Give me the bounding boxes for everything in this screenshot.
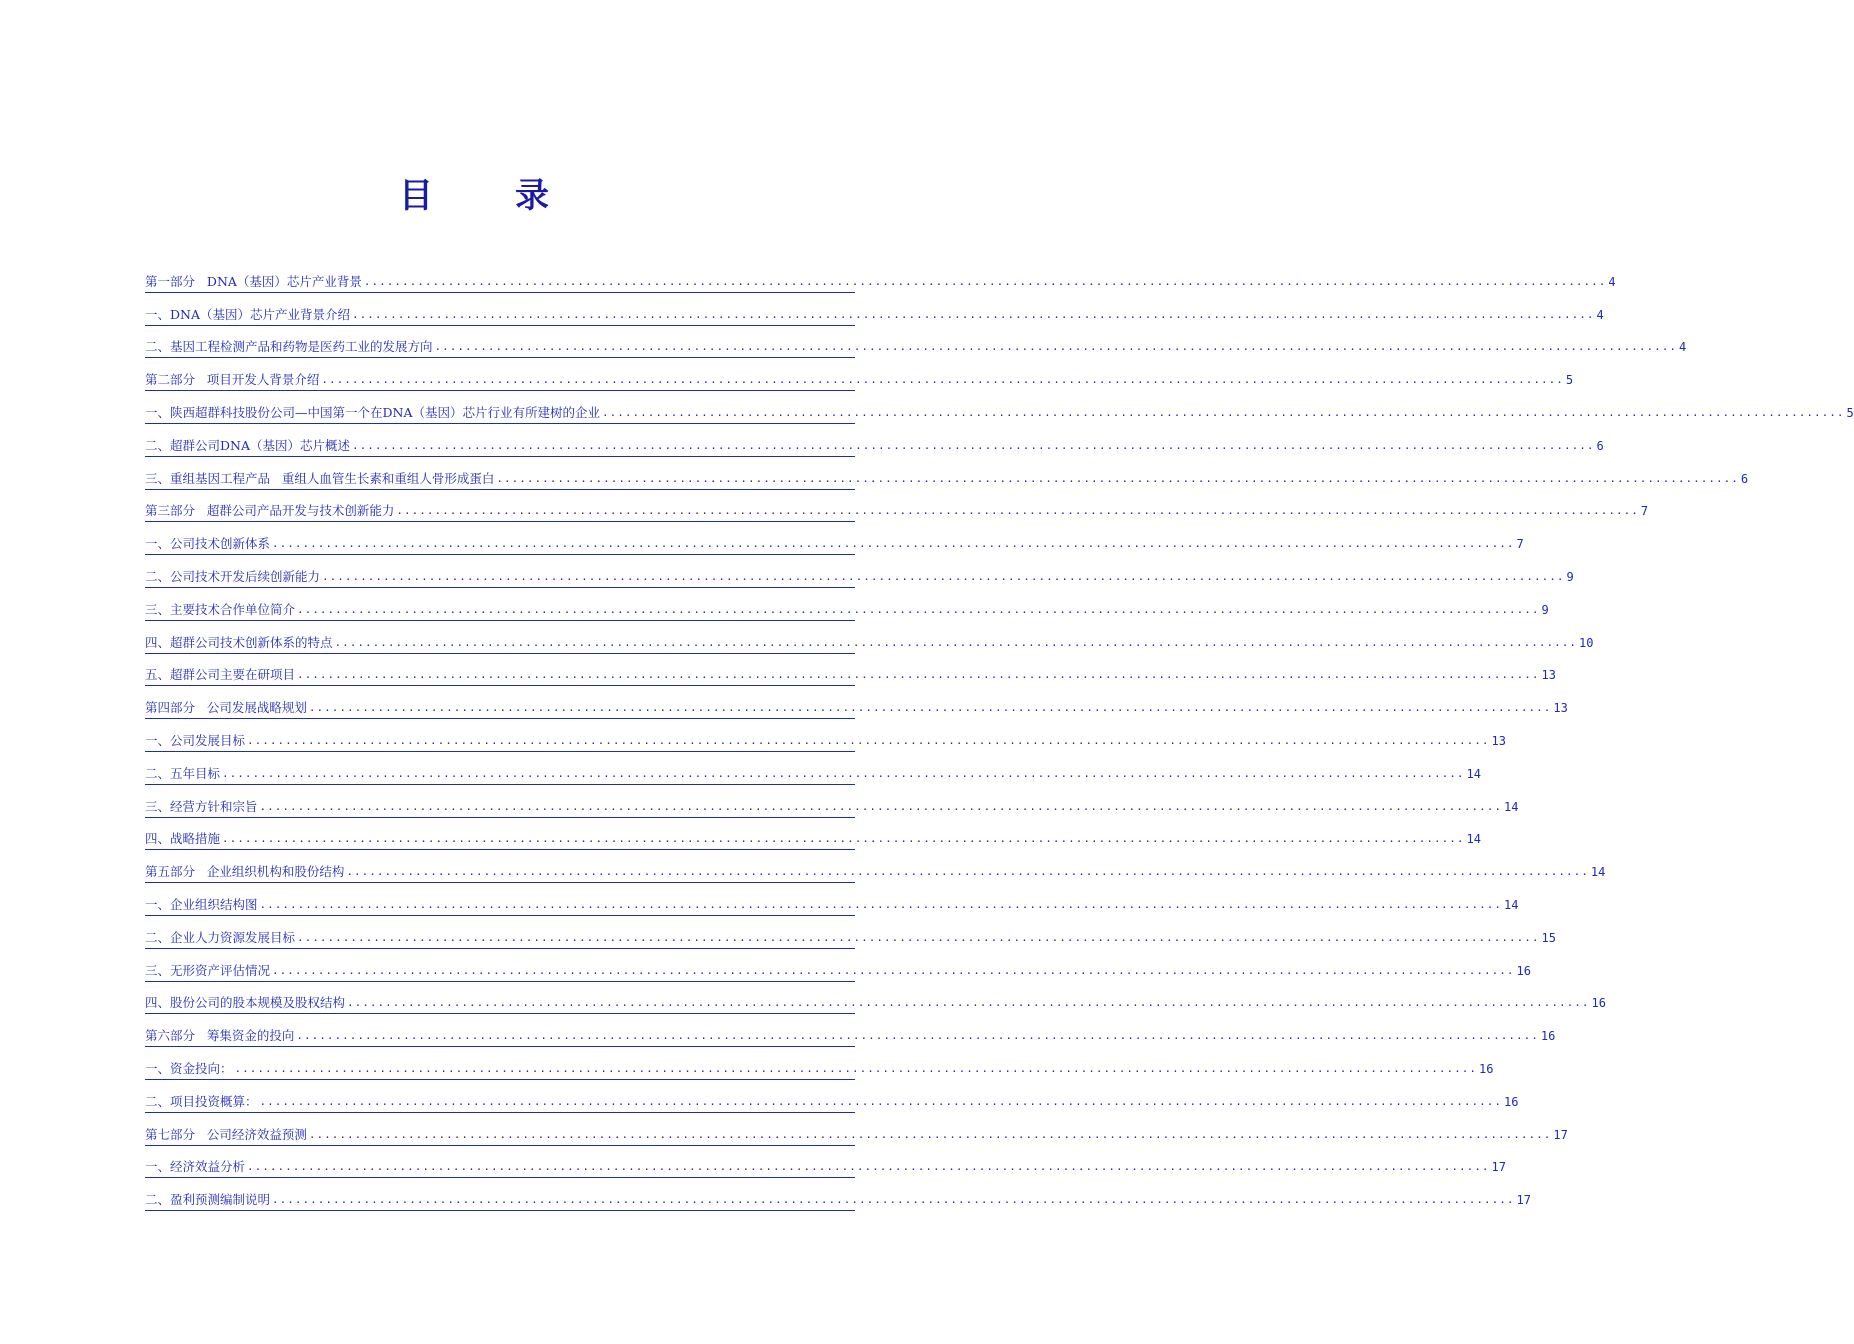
- toc-dot-leader: ...................................................................................................................................................................: [259, 897, 1502, 911]
- toc-entry[interactable]: [145, 654, 1556, 687]
- toc-entry-label: 一、企业组织结构图: [145, 896, 258, 912]
- toc-entry[interactable]: [145, 490, 1649, 523]
- toc-entry[interactable]: [145, 293, 1604, 326]
- title-char-2: 录: [515, 176, 551, 216]
- toc-page-number: 16: [1591, 996, 1606, 1011]
- toc-page-number: 13: [1541, 668, 1556, 683]
- toc-entry[interactable]: [145, 424, 1604, 457]
- toc-page-number: 9: [1566, 569, 1574, 584]
- toc-page-number: 7: [1640, 504, 1649, 519]
- toc-entry[interactable]: [145, 949, 1531, 982]
- toc-entry[interactable]: [145, 785, 1519, 818]
- toc-entry[interactable]: [145, 883, 1519, 916]
- toc-entry-label: 二、超群公司DNA（基因）芯片概述: [145, 437, 350, 453]
- toc-entry[interactable]: [145, 621, 1594, 654]
- toc-entry[interactable]: [145, 1146, 1506, 1179]
- toc-entry-label: 二、项目投资概算：: [145, 1093, 258, 1109]
- toc-entry-label: 三、主要技术合作单位简介: [145, 601, 296, 617]
- toc-dot-leader: ...................................................................................................................................................................: [272, 537, 1515, 551]
- toc-entry-label: 第二部分 项目开发人背景介绍: [145, 372, 320, 388]
- toc-dot-leader: ...................................................................................................................................................................: [602, 405, 1845, 419]
- toc-page-number: 16: [1504, 1094, 1519, 1109]
- toc-dot-leader: ...................................................................................................................................................................: [352, 438, 1595, 452]
- toc-dot-leader: ...................................................................................................................................................................: [347, 996, 1590, 1010]
- toc-dot-leader: ...................................................................................................................................................................: [308, 701, 1552, 715]
- page-title: [0, 168, 950, 217]
- toc-entry[interactable]: [145, 1047, 1494, 1080]
- toc-dot-leader: ...................................................................................................................................................................: [247, 1160, 1490, 1174]
- toc-dot-leader: ...................................................................................................................................................................: [496, 471, 1739, 485]
- toc-page-number: 6: [1596, 438, 1604, 453]
- toc-page-number: 10: [1579, 635, 1594, 650]
- toc-entry[interactable]: [145, 1113, 1568, 1146]
- toc-entry[interactable]: [145, 818, 1481, 851]
- toc-entry[interactable]: [145, 588, 1549, 621]
- toc-entry-label: 一、陕西超群科技股份公司—中国第一个在DNA（基因）芯片行业有所建树的企业: [145, 404, 600, 420]
- toc-page-number: 14: [1504, 799, 1519, 814]
- toc-entry[interactable]: [145, 752, 1481, 785]
- toc-page-number: 5: [1565, 373, 1574, 388]
- table-of-contents: [145, 260, 1854, 1211]
- toc-entry[interactable]: [145, 326, 1687, 359]
- toc-dot-leader: ...................................................................................................................................................................: [296, 1029, 1539, 1043]
- toc-page-number: 4: [1679, 340, 1687, 355]
- toc-entry-label: 第七部分 公司经济效益预测: [145, 1126, 307, 1142]
- toc-page-number: 13: [1553, 701, 1568, 716]
- title-char-1: 目: [399, 176, 435, 216]
- toc-page-number: 17: [1491, 1160, 1506, 1175]
- toc-page-number: 14: [1590, 865, 1606, 880]
- toc-entry-label: 二、五年目标: [145, 765, 221, 781]
- toc-page-number: 17: [1553, 1127, 1568, 1142]
- toc-dot-leader: ...................................................................................................................................................................: [272, 1193, 1515, 1207]
- toc-entry[interactable]: [145, 916, 1556, 949]
- toc-dot-leader: ...................................................................................................................................................................: [396, 504, 1639, 518]
- toc-entry-label: 四、战略措施: [145, 831, 221, 847]
- toc-entry[interactable]: [145, 358, 1574, 391]
- toc-dot-leader: ...................................................................................................................................................................: [297, 930, 1540, 944]
- toc-page-number: 14: [1504, 897, 1519, 912]
- toc-page-number: 4: [1608, 274, 1616, 289]
- toc-dot-leader: ...................................................................................................................................................................: [259, 1094, 1502, 1108]
- toc-dot-leader: ...................................................................................................................................................................: [434, 340, 1677, 354]
- toc-page-number: 17: [1516, 1193, 1531, 1208]
- toc-page-number: 9: [1541, 602, 1549, 617]
- toc-entry-label: 二、盈利预测编制说明: [145, 1192, 271, 1208]
- toc-page-number: 16: [1540, 1029, 1556, 1044]
- toc-page-number: 15: [1541, 930, 1556, 945]
- toc-entry-label: 三、重组基因工程产品 重组人血管生长素和重组人骨形成蛋白: [145, 470, 495, 486]
- toc-entry-label: 一、公司技术创新体系: [145, 536, 271, 552]
- toc-entry[interactable]: [145, 1014, 1556, 1047]
- toc-entry[interactable]: [145, 719, 1506, 752]
- toc-dot-leader: ...................................................................................................................................................................: [272, 963, 1515, 977]
- toc-entry-label: 三、无形资产评估情况: [145, 962, 271, 978]
- toc-entry[interactable]: [145, 982, 1606, 1015]
- toc-entry-label: 一、公司发展目标: [145, 732, 246, 748]
- toc-page-number: 14: [1466, 832, 1481, 847]
- toc-dot-leader: ...................................................................................................................................................................: [322, 569, 1565, 583]
- toc-dot-leader: ...................................................................................................................................................................: [297, 602, 1540, 616]
- toc-dot-leader: ...................................................................................................................................................................: [363, 274, 1607, 288]
- toc-dot-leader: ...................................................................................................................................................................: [222, 766, 1465, 780]
- toc-dot-leader: ...................................................................................................................................................................: [234, 1061, 1477, 1075]
- toc-entry-label: 第四部分 公司发展战略规划: [145, 700, 307, 716]
- toc-entry[interactable]: [145, 1080, 1519, 1113]
- toc-entry-label: 五、超群公司主要在研项目: [145, 667, 296, 683]
- toc-entry[interactable]: [145, 457, 1749, 490]
- toc-dot-leader: ...................................................................................................................................................................: [222, 832, 1465, 846]
- toc-dot-leader: ...................................................................................................................................................................: [297, 668, 1540, 682]
- toc-dot-leader: ...................................................................................................................................................................: [334, 635, 1577, 649]
- toc-entry-label: 第一部分 DNA（基因）芯片产业背景: [145, 273, 362, 289]
- toc-entry-label: 第五部分 企业组织机构和股份结构: [145, 864, 345, 880]
- toc-dot-leader: ...................................................................................................................................................................: [352, 307, 1595, 321]
- toc-page-number: 13: [1491, 733, 1506, 748]
- toc-entry[interactable]: [145, 522, 1524, 555]
- toc-page-number: 16: [1516, 963, 1531, 978]
- toc-dot-leader: ...................................................................................................................................................................: [308, 1127, 1552, 1141]
- toc-page-number: 4: [1596, 307, 1604, 322]
- toc-page-number: 14: [1466, 766, 1481, 781]
- toc-entry-label: 一、经济效益分析: [145, 1159, 246, 1175]
- toc-dot-leader: ...................................................................................................................................................................: [346, 865, 1589, 879]
- toc-entry[interactable]: [145, 391, 1854, 424]
- toc-dot-leader: ...................................................................................................................................................................: [247, 733, 1490, 747]
- toc-entry-label: 四、股份公司的股本规模及股权结构: [145, 995, 346, 1011]
- toc-entry-label: 一、资金投向：: [145, 1060, 233, 1076]
- toc-page-number: 6: [1740, 471, 1749, 486]
- toc-entry-label: 一、DNA（基因）芯片产业背景介绍: [145, 306, 350, 322]
- toc-entry[interactable]: [145, 555, 1574, 588]
- toc-entry-label: 第六部分 筹集资金的投向: [145, 1028, 295, 1044]
- toc-page-number: 16: [1479, 1061, 1494, 1076]
- toc-entry-label: 第三部分 超群公司产品开发与技术创新能力: [145, 503, 395, 519]
- toc-dot-leader: ...................................................................................................................................................................: [259, 799, 1502, 813]
- toc-page-number: 7: [1516, 537, 1524, 552]
- toc-page-number: 5: [1846, 405, 1854, 420]
- toc-entry-label: 四、超群公司技术创新体系的特点: [145, 634, 333, 650]
- toc-entry-label: 二、企业人力资源发展目标: [145, 929, 296, 945]
- toc-entry-label: 二、公司技术开发后续创新能力: [145, 568, 321, 584]
- toc-entry[interactable]: [145, 260, 1616, 293]
- toc-entry-label: 二、基因工程检测产品和药物是医药工业的发展方向: [145, 339, 433, 355]
- toc-entry[interactable]: [145, 1178, 1531, 1211]
- toc-entry[interactable]: [145, 850, 1606, 883]
- toc-entry-label: 三、经营方针和宗旨: [145, 798, 258, 814]
- toc-entry[interactable]: [145, 686, 1568, 719]
- toc-dot-leader: ...................................................................................................................................................................: [321, 373, 1564, 387]
